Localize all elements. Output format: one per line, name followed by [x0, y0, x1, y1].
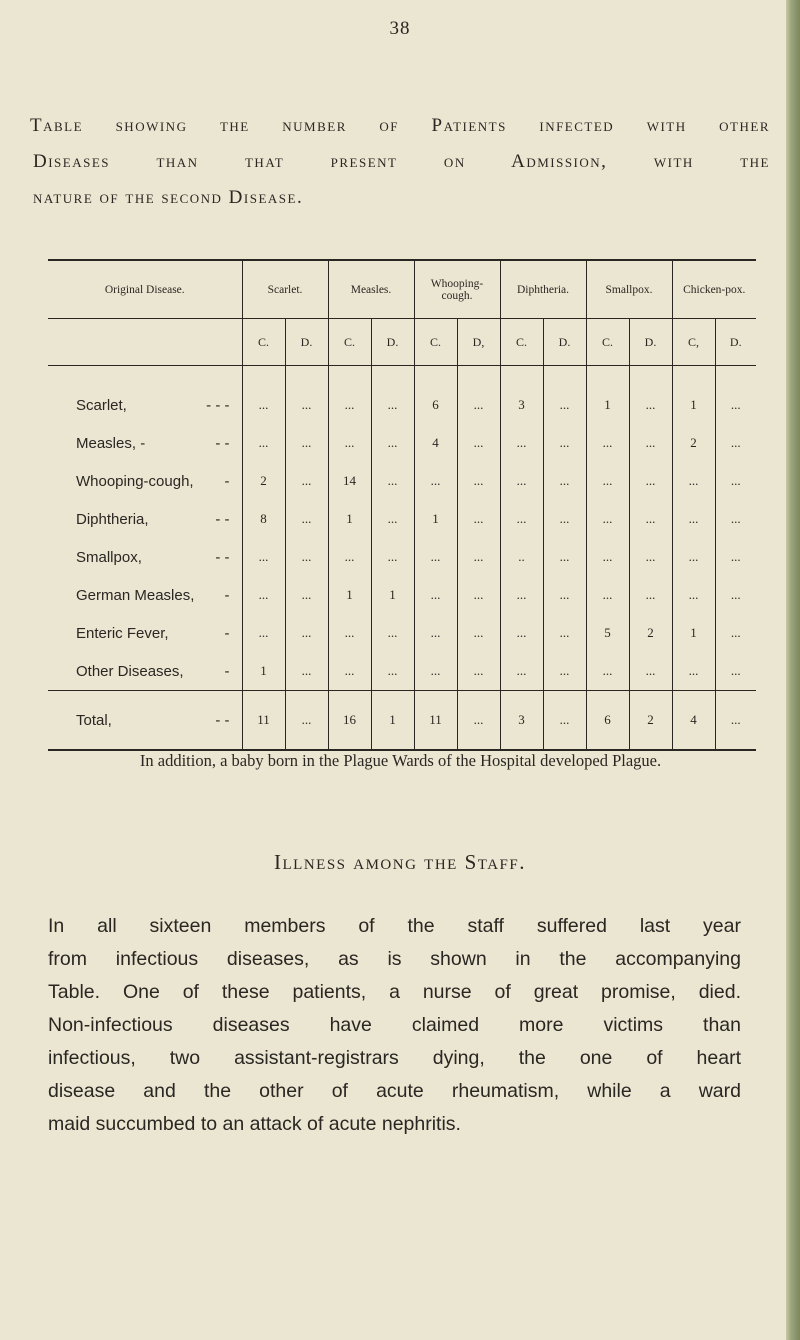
table-cell: ...	[672, 576, 715, 614]
table-cell: ...	[715, 366, 756, 425]
table-cell: ...	[543, 614, 586, 652]
subheader-cell: C.	[242, 319, 285, 366]
paragraph-line: from infectious diseases, as is shown in the accompanying	[48, 948, 741, 970]
column-header: Chicken-pox.	[672, 261, 756, 319]
row-label	[76, 511, 242, 528]
disease-name: Other Diseases,	[76, 662, 184, 680]
table-cell: ...	[328, 366, 371, 425]
disease-name: Total,	[76, 711, 112, 729]
row-label	[76, 473, 242, 490]
subheader-cell: C.	[586, 319, 629, 366]
table-header-row	[48, 261, 756, 319]
leader-dashes: -	[224, 662, 230, 680]
table-cell: ...	[586, 538, 629, 576]
table-cell: ...	[285, 424, 328, 462]
table-cell: ...	[629, 652, 672, 691]
second-disease-table	[48, 259, 756, 751]
table-cell: ...	[414, 538, 457, 576]
table-cell: ...	[629, 462, 672, 500]
subheader-cell: C,	[672, 319, 715, 366]
table-cell: ...	[285, 576, 328, 614]
table-title-line: Diseases than that present on Admission, with the	[33, 151, 770, 172]
staff-paragraph	[48, 910, 741, 1141]
disease-name: German Measles,	[76, 586, 195, 604]
table-cell: 3	[500, 691, 543, 751]
page-number: 38	[389, 18, 411, 39]
table-title-line: Table showing the number of Patients infected with other	[30, 115, 770, 136]
table-cell: 11	[414, 691, 457, 751]
table-title	[30, 108, 770, 216]
table-cell: ...	[586, 576, 629, 614]
disease-name: Diphtheria,	[76, 510, 149, 528]
table-cell: 8	[242, 500, 285, 538]
table-cell: ...	[500, 614, 543, 652]
table-cell: ...	[414, 576, 457, 614]
table-cell: ...	[715, 614, 756, 652]
table-cell: ...	[371, 424, 414, 462]
table-cell: ...	[242, 576, 285, 614]
table-title-line: nature of the second Disease.	[33, 187, 304, 208]
table-cell: ...	[629, 424, 672, 462]
table-row	[48, 500, 756, 538]
row-label-cell	[48, 366, 242, 425]
section-heading: Illness among the Staff.	[274, 850, 526, 874]
table-row	[48, 576, 756, 614]
table-cell: ...	[672, 462, 715, 500]
table-cell: ...	[457, 691, 500, 751]
table-row	[48, 366, 756, 425]
table-cell: 1	[672, 366, 715, 425]
table-cell: ...	[328, 424, 371, 462]
row-label-cell	[48, 500, 242, 538]
leader-dashes: -	[224, 586, 230, 604]
disease-name: Smallpox,	[76, 548, 142, 566]
table-cell: ...	[457, 462, 500, 500]
table-cell: 4	[672, 691, 715, 751]
table-cell: ...	[242, 366, 285, 425]
table-cell: 1	[586, 366, 629, 425]
table-cell: ...	[672, 538, 715, 576]
table-cell: ...	[543, 462, 586, 500]
table-cell: 1	[371, 691, 414, 751]
table-cell: 14	[328, 462, 371, 500]
table-cell: 1	[242, 652, 285, 691]
table-cell: ...	[457, 500, 500, 538]
table-cell: ...	[371, 652, 414, 691]
subheader-cell: C.	[500, 319, 543, 366]
table-cell: ...	[672, 500, 715, 538]
table-cell: 2	[629, 691, 672, 751]
table-cell: ...	[629, 538, 672, 576]
table-cell: ...	[414, 614, 457, 652]
table-cell: ...	[285, 462, 328, 500]
leader-dashes: -	[224, 472, 230, 490]
table-cell: ...	[285, 366, 328, 425]
subheader-cell: D.	[629, 319, 672, 366]
page-edge-shadow	[786, 0, 800, 1340]
paragraph-line: disease and the other of acute rheumatism, while a ward	[48, 1080, 741, 1102]
disease-name: Whooping-cough,	[76, 472, 194, 490]
subheader-cell: D.	[371, 319, 414, 366]
table-cell: ...	[285, 614, 328, 652]
disease-name: Measles, -	[76, 434, 146, 452]
paragraph-line: maid succumbed to an attack of acute nephritis.	[48, 1113, 461, 1135]
table-cell: ..	[500, 538, 543, 576]
row-label	[76, 712, 242, 729]
table-row	[48, 614, 756, 652]
table-row	[48, 652, 756, 691]
table-cell: ...	[285, 691, 328, 751]
table-cell: 1	[328, 576, 371, 614]
table-cell: 6	[586, 691, 629, 751]
subheader-cell: D,	[457, 319, 500, 366]
table-cell: ...	[543, 652, 586, 691]
table-cell: ...	[371, 614, 414, 652]
table-cell: ...	[715, 691, 756, 751]
table-cell: ...	[242, 424, 285, 462]
table-cell: ...	[715, 500, 756, 538]
table-cell: ...	[543, 576, 586, 614]
table-cell: ...	[500, 652, 543, 691]
leader-dashes: - -	[215, 510, 230, 528]
column-header: Diphtheria.	[500, 261, 586, 319]
table-cell: ...	[500, 576, 543, 614]
column-header: Scarlet.	[242, 261, 328, 319]
table-cell: ...	[543, 424, 586, 462]
row-label	[76, 625, 242, 642]
subheader-cell: D.	[715, 319, 756, 366]
table-cell: ...	[285, 538, 328, 576]
table-cell: 2	[672, 424, 715, 462]
table-cell: 2	[242, 462, 285, 500]
table-cell: ...	[500, 500, 543, 538]
table-cell: ...	[543, 691, 586, 751]
table-cell: 1	[672, 614, 715, 652]
paragraph-line: infectious, two assistant-registrars dying, the one of heart	[48, 1047, 741, 1069]
table-cell: ...	[586, 424, 629, 462]
table-cell: ...	[629, 576, 672, 614]
table-cell: ...	[543, 366, 586, 425]
paragraph-line: Table. One of these patients, a nurse of great promise, died.	[48, 981, 741, 1003]
leader-dashes: - -	[215, 434, 230, 452]
table-cell: ...	[328, 652, 371, 691]
row-label	[76, 435, 242, 452]
subheader-cell: C.	[414, 319, 457, 366]
row-label	[76, 663, 242, 680]
addition-note: In addition, a baby born in the Plague Wards of the Hospital developed Plague.	[139, 751, 662, 770]
row-label-cell	[48, 614, 242, 652]
table-body	[48, 366, 756, 751]
table-cell: ...	[242, 614, 285, 652]
table-cell: 3	[500, 366, 543, 425]
row-label	[76, 549, 242, 566]
leader-dashes: - - -	[206, 396, 230, 414]
table-cell: ...	[629, 500, 672, 538]
original-disease-header: Original Disease.	[48, 261, 242, 319]
table-cell: 6	[414, 366, 457, 425]
paragraph-line: Non-infectious diseases have claimed more victims than	[48, 1014, 741, 1036]
table-cell: ...	[457, 576, 500, 614]
table-cell: ...	[414, 462, 457, 500]
subheader-cell: D.	[285, 319, 328, 366]
table-cell: ...	[715, 462, 756, 500]
leader-dashes: - -	[215, 711, 230, 729]
table-cell: ...	[457, 538, 500, 576]
row-label-cell	[48, 652, 242, 691]
table-cell: 1	[328, 500, 371, 538]
table-cell: ...	[586, 652, 629, 691]
table-cell: ...	[715, 538, 756, 576]
row-label	[76, 587, 242, 604]
row-label-cell	[48, 538, 242, 576]
table-cell: ...	[457, 614, 500, 652]
table-subheader-row	[48, 319, 756, 366]
table-cell: ...	[715, 652, 756, 691]
row-label-cell	[48, 462, 242, 500]
table-row	[48, 462, 756, 500]
table-cell: ...	[457, 652, 500, 691]
table-cell: ...	[285, 652, 328, 691]
row-label	[76, 397, 242, 414]
blank-header-cell	[48, 319, 242, 366]
table-cell: ...	[586, 500, 629, 538]
table-cell: ...	[371, 366, 414, 425]
row-label-cell	[48, 424, 242, 462]
table-cell: ...	[285, 500, 328, 538]
table-row	[48, 424, 756, 462]
column-header: Smallpox.	[586, 261, 672, 319]
disease-name: Scarlet,	[76, 396, 127, 414]
table-cell: ...	[543, 500, 586, 538]
leader-dashes: -	[224, 624, 230, 642]
table-cell: ...	[242, 538, 285, 576]
table-cell: ...	[500, 462, 543, 500]
table-cell: ...	[715, 424, 756, 462]
table-cell: ...	[586, 462, 629, 500]
table-cell: ...	[371, 462, 414, 500]
column-header: Measles.	[328, 261, 414, 319]
disease-name: Enteric Fever,	[76, 624, 169, 642]
row-label-cell	[48, 691, 242, 751]
leader-dashes: - -	[215, 548, 230, 566]
table-cell: 2	[629, 614, 672, 652]
table-cell: ...	[629, 366, 672, 425]
table-cell: ...	[371, 500, 414, 538]
table-cell: ...	[500, 424, 543, 462]
table-cell: ...	[457, 424, 500, 462]
subheader-cell: D.	[543, 319, 586, 366]
table-cell: 5	[586, 614, 629, 652]
table-cell: 1	[414, 500, 457, 538]
total-row	[48, 691, 756, 751]
table-cell: 11	[242, 691, 285, 751]
table-cell: ...	[328, 538, 371, 576]
table-cell: ...	[371, 538, 414, 576]
table-cell: 4	[414, 424, 457, 462]
subheader-cell: C.	[328, 319, 371, 366]
column-header: Whooping-cough.	[414, 261, 500, 319]
table-row	[48, 538, 756, 576]
table-cell: ...	[414, 652, 457, 691]
table-cell: ...	[715, 576, 756, 614]
table-cell: 16	[328, 691, 371, 751]
table-cell: ...	[672, 652, 715, 691]
table-cell: ...	[328, 614, 371, 652]
paragraph-line: In all sixteen members of the staff suffered last year	[48, 915, 741, 937]
row-label-cell	[48, 576, 242, 614]
table-cell: ...	[543, 538, 586, 576]
table-cell: ...	[457, 366, 500, 425]
table-cell: 1	[371, 576, 414, 614]
